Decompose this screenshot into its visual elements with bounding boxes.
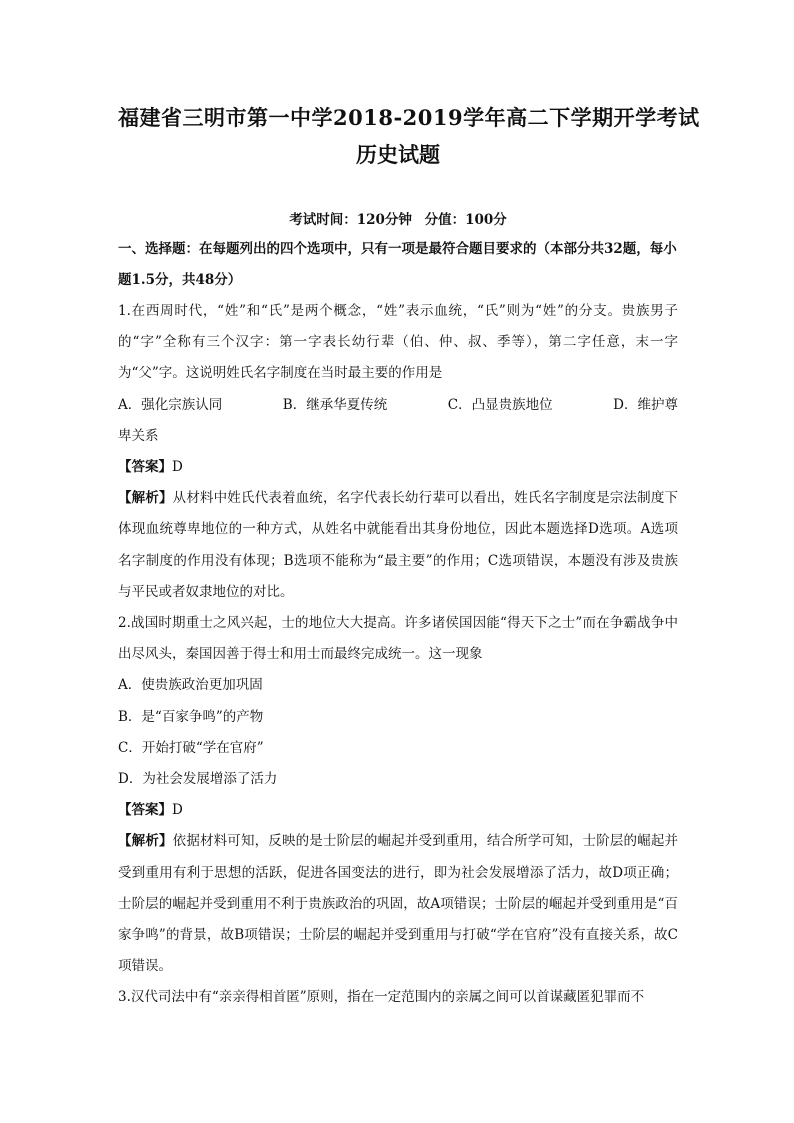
answer-value: D [172,459,183,476]
question-1-option-b: B．继承华夏传统 [282,396,388,413]
document-subtitle: 历史试题 [356,142,440,167]
question-2-stem: 2.战国时期重士之风兴起，士的地位大大提高。许多诸侯国因能“得天下之士”而在争霸战争中出尽风头，秦国因善于得士和用士而最终完成统一。这一现象 [118,615,678,663]
answer-label: 【答案】 [118,459,172,476]
exam-info: 考试时间：120分钟 分值：100分 [289,212,507,228]
question-2-option-c: C．开始打破“学在官府” [118,739,264,756]
question-1-options [118,390,678,421]
question-2-answer [118,795,678,826]
analysis-label: 【解析】 [118,490,173,507]
analysis-text: 从材料中姓氏代表着血统，名字代表长幼行辈可以看出，姓氏名字制度是宗法制度下体现血统尊卑地位的一种方式，从姓名中就能看出其身份地位，因此本题选择D选项。A选项名字制度的作用没有体现；B选项不能称为“最主要”的作用；C选项错误，本题没有涉及贵族与平民或者奴隶地位的对比。 [118,490,679,600]
question-1-option-d-continued: 卑关系 [118,427,159,444]
answer-value: D [172,802,183,819]
document-title: 福建省三明市第一中学2018-2019学年高二下学期开学考试 [118,105,700,130]
document-page [118,96,700,1014]
question-1-option-c: C．凸显贵族地位 [447,396,553,413]
section-heading: 一、选择题：在每题列出的四个选项中，只有一项是最符合题目要求的（本部分共32题，每小题1.5分，共48分） [118,241,677,288]
question-1-option-a: A．强化宗族认同 [118,396,223,413]
question-1-stem: 1.在西周时代，“姓”和“氏”是两个概念，“姓”表示血统，“氏”则为“姓”的分支。贵族男子的“字”全称有三个汉字：第一字表长幼行辈（伯、仲、叔、季等），第二字任意，末一字为“父”字。这说明姓氏名字制度在当时最主要的作用是 [118,303,678,382]
question-1-analysis [118,483,678,608]
answer-label: 【答案】 [118,802,172,819]
question-1-option-d: D．维护尊 [613,396,678,413]
question-2-analysis [118,826,678,982]
question-2-option-a: A．使贵族政治更加巩固 [118,677,263,694]
question-1-answer [118,452,678,483]
analysis-label: 【解析】 [118,833,173,850]
analysis-text: 依据材料可知，反映的是士阶层的崛起并受到重用，结合所学可知，士阶层的崛起并受到重用有利于思想的活跃，促进各国变法的进行，即为社会发展增添了活力，故D项正确；士阶层的崛起并受到重用不利于贵族政治的巩固，故A项错误；士阶层的崛起并受到重用是“百家争鸣”的背景，故B项错误；士阶层的崛起并受到重用与打破“学在官府”没有直接关系，故C项错误。 [118,833,679,975]
question-2-option-d: D．为社会发展增添了活力 [118,771,278,788]
question-2-option-b: B．是“百家争鸣”的产物 [118,708,264,725]
question-3-stem: 3.汉代司法中有“亲亲得相首匿”原则，指在一定范围内的亲属之间可以首谋藏匿犯罪而不 [118,989,645,1006]
